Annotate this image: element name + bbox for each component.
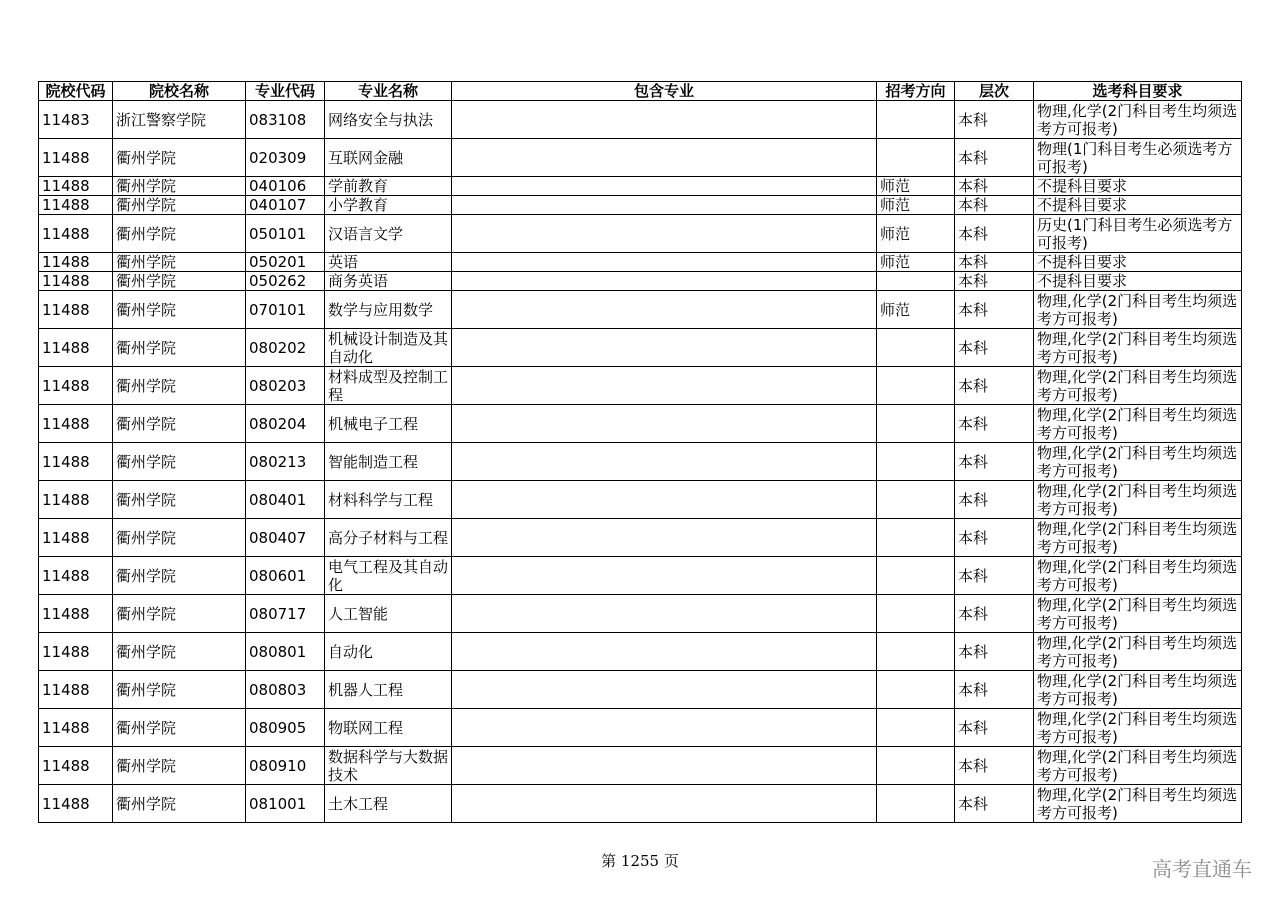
table-row bbox=[39, 443, 1242, 481]
cell-subject-requirement: 物理,化学(2门科目考生均须选考方可报考) bbox=[1034, 557, 1242, 595]
table-row bbox=[39, 177, 1242, 196]
cell-subject-requirement: 物理,化学(2门科目考生均须选考方可报考) bbox=[1034, 405, 1242, 443]
cell-direction bbox=[877, 139, 955, 177]
cell-level: 本科 bbox=[955, 196, 1034, 215]
admissions-table bbox=[38, 81, 1242, 823]
cell-school-name: 浙江警察学院 bbox=[113, 101, 246, 139]
cell-major-code: 081001 bbox=[246, 785, 325, 823]
cell-direction: 师范 bbox=[877, 291, 955, 329]
cell-included-majors bbox=[452, 196, 877, 215]
cell-subject-requirement: 不提科目要求 bbox=[1034, 196, 1242, 215]
cell-school-name: 衢州学院 bbox=[113, 481, 246, 519]
table-row bbox=[39, 405, 1242, 443]
cell-major-name: 自动化 bbox=[325, 633, 452, 671]
table-row bbox=[39, 215, 1242, 253]
cell-major-name: 数学与应用数学 bbox=[325, 291, 452, 329]
table-body bbox=[39, 101, 1242, 823]
cell-included-majors bbox=[452, 215, 877, 253]
cell-major-code: 080905 bbox=[246, 709, 325, 747]
cell-school-name: 衢州学院 bbox=[113, 785, 246, 823]
cell-school-name: 衢州学院 bbox=[113, 709, 246, 747]
cell-included-majors bbox=[452, 785, 877, 823]
cell-included-majors bbox=[452, 101, 877, 139]
cell-major-code: 080202 bbox=[246, 329, 325, 367]
cell-major-name: 机械设计制造及其自动化 bbox=[325, 329, 452, 367]
table-row bbox=[39, 139, 1242, 177]
header-row bbox=[39, 82, 1242, 101]
cell-direction bbox=[877, 671, 955, 709]
cell-major-name: 互联网金融 bbox=[325, 139, 452, 177]
cell-direction bbox=[877, 633, 955, 671]
cell-school-code: 11488 bbox=[39, 785, 113, 823]
cell-included-majors bbox=[452, 633, 877, 671]
cell-major-code: 050101 bbox=[246, 215, 325, 253]
cell-included-majors bbox=[452, 709, 877, 747]
cell-school-code: 11488 bbox=[39, 709, 113, 747]
cell-major-code: 080601 bbox=[246, 557, 325, 595]
cell-included-majors bbox=[452, 177, 877, 196]
cell-included-majors bbox=[452, 671, 877, 709]
cell-major-name: 智能制造工程 bbox=[325, 443, 452, 481]
cell-subject-requirement: 物理,化学(2门科目考生均须选考方可报考) bbox=[1034, 595, 1242, 633]
cell-major-code: 080717 bbox=[246, 595, 325, 633]
cell-included-majors bbox=[452, 595, 877, 633]
cell-major-name: 小学教育 bbox=[325, 196, 452, 215]
cell-major-code: 050201 bbox=[246, 253, 325, 272]
cell-major-code: 080213 bbox=[246, 443, 325, 481]
cell-included-majors bbox=[452, 272, 877, 291]
cell-major-code: 083108 bbox=[246, 101, 325, 139]
cell-major-name: 物联网工程 bbox=[325, 709, 452, 747]
cell-school-name: 衢州学院 bbox=[113, 291, 246, 329]
cell-subject-requirement: 不提科目要求 bbox=[1034, 177, 1242, 196]
cell-included-majors bbox=[452, 557, 877, 595]
cell-school-name: 衢州学院 bbox=[113, 519, 246, 557]
cell-level: 本科 bbox=[955, 101, 1034, 139]
cell-school-name: 衢州学院 bbox=[113, 177, 246, 196]
cell-included-majors bbox=[452, 747, 877, 785]
cell-direction bbox=[877, 329, 955, 367]
cell-school-name: 衢州学院 bbox=[113, 215, 246, 253]
cell-major-name: 材料成型及控制工程 bbox=[325, 367, 452, 405]
cell-level: 本科 bbox=[955, 785, 1034, 823]
cell-school-name: 衢州学院 bbox=[113, 196, 246, 215]
cell-school-code: 11488 bbox=[39, 443, 113, 481]
cell-direction bbox=[877, 785, 955, 823]
cell-included-majors bbox=[452, 139, 877, 177]
cell-school-code: 11488 bbox=[39, 405, 113, 443]
cell-level: 本科 bbox=[955, 272, 1034, 291]
cell-school-code: 11488 bbox=[39, 367, 113, 405]
cell-subject-requirement: 物理(1门科目考生必须选考方可报考) bbox=[1034, 139, 1242, 177]
cell-direction: 师范 bbox=[877, 177, 955, 196]
cell-subject-requirement: 历史(1门科目考生必须选考方可报考) bbox=[1034, 215, 1242, 253]
cell-school-name: 衢州学院 bbox=[113, 253, 246, 272]
header-school-code: 院校代码 bbox=[39, 82, 113, 101]
table-row bbox=[39, 595, 1242, 633]
table-row bbox=[39, 633, 1242, 671]
cell-school-name: 衢州学院 bbox=[113, 557, 246, 595]
cell-major-name: 高分子材料与工程 bbox=[325, 519, 452, 557]
cell-subject-requirement: 物理,化学(2门科目考生均须选考方可报考) bbox=[1034, 101, 1242, 139]
cell-school-code: 11488 bbox=[39, 196, 113, 215]
cell-major-name: 电气工程及其自动化 bbox=[325, 557, 452, 595]
cell-level: 本科 bbox=[955, 253, 1034, 272]
cell-major-code: 040107 bbox=[246, 196, 325, 215]
table-row bbox=[39, 747, 1242, 785]
cell-school-name: 衢州学院 bbox=[113, 633, 246, 671]
cell-level: 本科 bbox=[955, 709, 1034, 747]
cell-direction bbox=[877, 557, 955, 595]
cell-school-name: 衢州学院 bbox=[113, 272, 246, 291]
cell-major-code: 080401 bbox=[246, 481, 325, 519]
page-number: 第 1255 页 bbox=[601, 852, 679, 870]
cell-included-majors bbox=[452, 329, 877, 367]
cell-major-code: 070101 bbox=[246, 291, 325, 329]
cell-school-code: 11488 bbox=[39, 747, 113, 785]
cell-subject-requirement: 物理,化学(2门科目考生均须选考方可报考) bbox=[1034, 443, 1242, 481]
cell-included-majors bbox=[452, 405, 877, 443]
cell-major-name: 网络安全与执法 bbox=[325, 101, 452, 139]
cell-level: 本科 bbox=[955, 367, 1034, 405]
cell-school-name: 衢州学院 bbox=[113, 747, 246, 785]
cell-level: 本科 bbox=[955, 177, 1034, 196]
cell-level: 本科 bbox=[955, 139, 1034, 177]
cell-direction: 师范 bbox=[877, 215, 955, 253]
cell-level: 本科 bbox=[955, 405, 1034, 443]
cell-direction bbox=[877, 519, 955, 557]
cell-school-code: 11488 bbox=[39, 272, 113, 291]
cell-major-code: 080801 bbox=[246, 633, 325, 671]
table-row bbox=[39, 196, 1242, 215]
cell-major-name: 数据科学与大数据技术 bbox=[325, 747, 452, 785]
cell-school-code: 11488 bbox=[39, 215, 113, 253]
cell-school-code: 11488 bbox=[39, 595, 113, 633]
cell-level: 本科 bbox=[955, 481, 1034, 519]
cell-school-name: 衢州学院 bbox=[113, 139, 246, 177]
cell-school-name: 衢州学院 bbox=[113, 405, 246, 443]
cell-level: 本科 bbox=[955, 557, 1034, 595]
table-row bbox=[39, 557, 1242, 595]
cell-subject-requirement: 物理,化学(2门科目考生均须选考方可报考) bbox=[1034, 785, 1242, 823]
cell-level: 本科 bbox=[955, 443, 1034, 481]
cell-school-code: 11488 bbox=[39, 519, 113, 557]
cell-level: 本科 bbox=[955, 595, 1034, 633]
cell-subject-requirement: 物理,化学(2门科目考生均须选考方可报考) bbox=[1034, 519, 1242, 557]
cell-level: 本科 bbox=[955, 519, 1034, 557]
cell-major-code: 050262 bbox=[246, 272, 325, 291]
cell-school-code: 11488 bbox=[39, 139, 113, 177]
cell-major-name: 汉语言文学 bbox=[325, 215, 452, 253]
cell-major-code: 080910 bbox=[246, 747, 325, 785]
header-major-code: 专业代码 bbox=[246, 82, 325, 101]
cell-direction bbox=[877, 443, 955, 481]
cell-included-majors bbox=[452, 481, 877, 519]
cell-direction: 师范 bbox=[877, 253, 955, 272]
table-row bbox=[39, 329, 1242, 367]
cell-major-code: 040106 bbox=[246, 177, 325, 196]
cell-subject-requirement: 物理,化学(2门科目考生均须选考方可报考) bbox=[1034, 329, 1242, 367]
table-row bbox=[39, 671, 1242, 709]
cell-school-code: 11488 bbox=[39, 481, 113, 519]
cell-major-name: 材料科学与工程 bbox=[325, 481, 452, 519]
cell-included-majors bbox=[452, 367, 877, 405]
cell-direction bbox=[877, 101, 955, 139]
cell-subject-requirement: 物理,化学(2门科目考生均须选考方可报考) bbox=[1034, 671, 1242, 709]
cell-major-name: 英语 bbox=[325, 253, 452, 272]
table-row bbox=[39, 101, 1242, 139]
cell-major-code: 020309 bbox=[246, 139, 325, 177]
cell-school-code: 11488 bbox=[39, 291, 113, 329]
header-level: 层次 bbox=[955, 82, 1034, 101]
table-row bbox=[39, 291, 1242, 329]
cell-direction bbox=[877, 747, 955, 785]
cell-direction bbox=[877, 367, 955, 405]
cell-direction bbox=[877, 481, 955, 519]
cell-major-code: 080407 bbox=[246, 519, 325, 557]
cell-major-name: 商务英语 bbox=[325, 272, 452, 291]
cell-level: 本科 bbox=[955, 329, 1034, 367]
cell-school-code: 11488 bbox=[39, 671, 113, 709]
cell-level: 本科 bbox=[955, 747, 1034, 785]
cell-direction bbox=[877, 595, 955, 633]
table-row bbox=[39, 367, 1242, 405]
watermark: 高考直通车 bbox=[1152, 857, 1252, 881]
cell-subject-requirement: 物理,化学(2门科目考生均须选考方可报考) bbox=[1034, 747, 1242, 785]
cell-subject-requirement: 物理,化学(2门科目考生均须选考方可报考) bbox=[1034, 367, 1242, 405]
cell-major-code: 080204 bbox=[246, 405, 325, 443]
cell-school-name: 衢州学院 bbox=[113, 329, 246, 367]
cell-direction bbox=[877, 405, 955, 443]
cell-major-name: 人工智能 bbox=[325, 595, 452, 633]
cell-major-name: 机器人工程 bbox=[325, 671, 452, 709]
cell-school-name: 衢州学院 bbox=[113, 367, 246, 405]
cell-subject-requirement: 不提科目要求 bbox=[1034, 272, 1242, 291]
header-included-majors: 包含专业 bbox=[452, 82, 877, 101]
table-row bbox=[39, 709, 1242, 747]
cell-major-name: 机械电子工程 bbox=[325, 405, 452, 443]
cell-school-code: 11488 bbox=[39, 177, 113, 196]
cell-direction bbox=[877, 709, 955, 747]
cell-school-code: 11488 bbox=[39, 253, 113, 272]
cell-level: 本科 bbox=[955, 215, 1034, 253]
cell-level: 本科 bbox=[955, 671, 1034, 709]
cell-subject-requirement: 不提科目要求 bbox=[1034, 253, 1242, 272]
cell-included-majors bbox=[452, 253, 877, 272]
cell-subject-requirement: 物理,化学(2门科目考生均须选考方可报考) bbox=[1034, 481, 1242, 519]
table-row bbox=[39, 519, 1242, 557]
cell-school-code: 11488 bbox=[39, 633, 113, 671]
cell-direction: 师范 bbox=[877, 196, 955, 215]
header-subject-requirement: 选考科目要求 bbox=[1034, 82, 1242, 101]
cell-included-majors bbox=[452, 443, 877, 481]
cell-subject-requirement: 物理,化学(2门科目考生均须选考方可报考) bbox=[1034, 633, 1242, 671]
cell-school-name: 衢州学院 bbox=[113, 443, 246, 481]
cell-major-name: 学前教育 bbox=[325, 177, 452, 196]
table-row bbox=[39, 785, 1242, 823]
table-row bbox=[39, 481, 1242, 519]
cell-major-name: 土木工程 bbox=[325, 785, 452, 823]
cell-level: 本科 bbox=[955, 291, 1034, 329]
cell-major-code: 080803 bbox=[246, 671, 325, 709]
cell-subject-requirement: 物理,化学(2门科目考生均须选考方可报考) bbox=[1034, 291, 1242, 329]
cell-major-code: 080203 bbox=[246, 367, 325, 405]
table-row bbox=[39, 272, 1242, 291]
cell-school-code: 11488 bbox=[39, 329, 113, 367]
cell-included-majors bbox=[452, 291, 877, 329]
header-direction: 招考方向 bbox=[877, 82, 955, 101]
cell-school-code: 11483 bbox=[39, 101, 113, 139]
cell-school-name: 衢州学院 bbox=[113, 595, 246, 633]
cell-school-code: 11488 bbox=[39, 557, 113, 595]
table-row bbox=[39, 253, 1242, 272]
cell-subject-requirement: 物理,化学(2门科目考生均须选考方可报考) bbox=[1034, 709, 1242, 747]
header-major-name: 专业名称 bbox=[325, 82, 452, 101]
header-school-name: 院校名称 bbox=[113, 82, 246, 101]
cell-direction bbox=[877, 272, 955, 291]
cell-included-majors bbox=[452, 519, 877, 557]
cell-school-name: 衢州学院 bbox=[113, 671, 246, 709]
cell-level: 本科 bbox=[955, 633, 1034, 671]
